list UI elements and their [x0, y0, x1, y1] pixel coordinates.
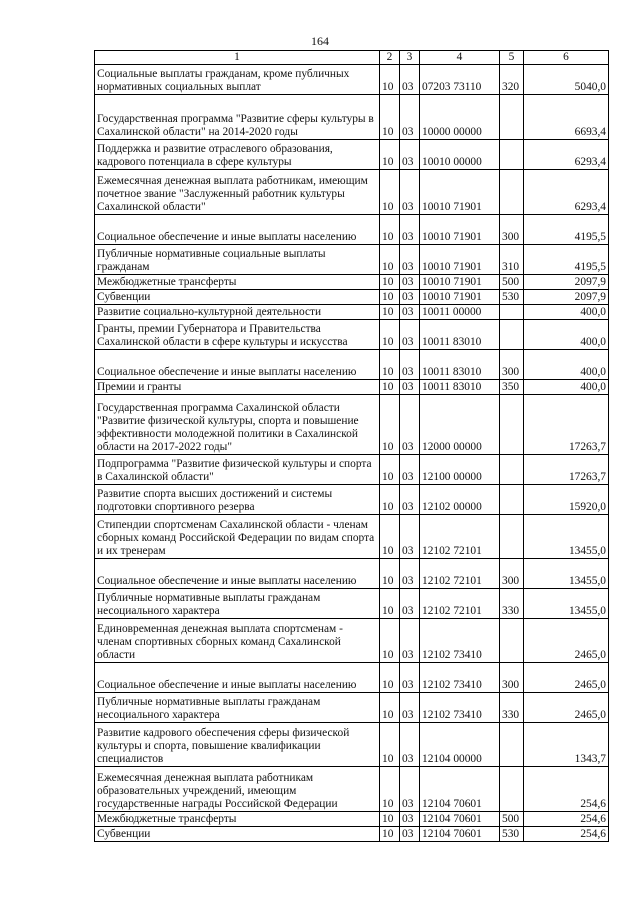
row-description: Публичные нормативные выплаты гражданам несоциального характера [95, 589, 380, 619]
amount-value: 6693,4 [524, 95, 609, 140]
table-row [95, 305, 609, 320]
section-code: 10 [380, 170, 400, 215]
target-article-code: 10010 71901 [420, 290, 500, 305]
table-row [95, 455, 609, 485]
table-row [95, 140, 609, 170]
section-code: 10 [380, 395, 400, 455]
row-description: Субвенции [95, 290, 380, 305]
amount-value: 2465,0 [524, 619, 609, 663]
target-article-code: 10011 83010 [420, 320, 500, 350]
amount-value: 400,0 [524, 320, 609, 350]
expense-type-code: 330 [500, 693, 524, 723]
target-article-code: 12104 00000 [420, 723, 500, 767]
section-code: 10 [380, 559, 400, 589]
section-code: 10 [380, 380, 400, 395]
section-code: 10 [380, 827, 400, 842]
row-description: Социальное обеспечение и иные выплаты населению [95, 559, 380, 589]
amount-value: 400,0 [524, 305, 609, 320]
table-row [95, 812, 609, 827]
amount-value: 2465,0 [524, 693, 609, 723]
amount-value: 400,0 [524, 380, 609, 395]
expense-type-code: 530 [500, 290, 524, 305]
subsection-code: 03 [400, 693, 420, 723]
table-row [95, 723, 609, 767]
subsection-code: 03 [400, 559, 420, 589]
table-row [95, 275, 609, 290]
target-article-code: 10010 71901 [420, 275, 500, 290]
table-row [95, 589, 609, 619]
subsection-code: 03 [400, 95, 420, 140]
expense-type-code: 500 [500, 275, 524, 290]
subsection-code: 03 [400, 723, 420, 767]
row-description: Субвенции [95, 827, 380, 842]
target-article-code: 12102 73410 [420, 693, 500, 723]
expense-type-code [500, 95, 524, 140]
subsection-code: 03 [400, 290, 420, 305]
subsection-code: 03 [400, 395, 420, 455]
subsection-code: 03 [400, 455, 420, 485]
column-header: 5 [500, 51, 524, 65]
subsection-code: 03 [400, 380, 420, 395]
amount-value: 5040,0 [524, 65, 609, 95]
section-code: 10 [380, 515, 400, 559]
expense-type-code: 530 [500, 827, 524, 842]
expense-type-code [500, 485, 524, 515]
amount-value: 4195,5 [524, 215, 609, 245]
expense-type-code [500, 395, 524, 455]
expense-type-code: 320 [500, 65, 524, 95]
page-number: 164 [311, 34, 329, 48]
expense-type-code [500, 140, 524, 170]
row-description: Ежемесячная денежная выплата работникам, имеющим почетное звание "Заслуженный работник культуры Сахалинской области" [95, 170, 380, 215]
section-code: 10 [380, 290, 400, 305]
target-article-code: 10011 83010 [420, 350, 500, 380]
column-header: 6 [524, 51, 609, 65]
amount-value: 2097,9 [524, 290, 609, 305]
amount-value: 6293,4 [524, 140, 609, 170]
expense-type-code [500, 320, 524, 350]
table-row [95, 619, 609, 663]
subsection-code: 03 [400, 663, 420, 693]
expense-type-code: 300 [500, 215, 524, 245]
section-code: 10 [380, 140, 400, 170]
section-code: 10 [380, 215, 400, 245]
subsection-code: 03 [400, 767, 420, 812]
target-article-code: 12102 00000 [420, 485, 500, 515]
table-row [95, 290, 609, 305]
target-article-code: 12000 00000 [420, 395, 500, 455]
row-description: Развитие кадрового обеспечения сферы физической культуры и спорта, повышение квалификации специалистов [95, 723, 380, 767]
table-row [95, 170, 609, 215]
row-description: Государственная программа Сахалинской области "Развитие физической культуры, спорта и повышение эффективности молодежной политики в Сахалинской области на 2017-2022 годы" [95, 395, 380, 455]
row-description: Премии и гранты [95, 380, 380, 395]
section-code: 10 [380, 320, 400, 350]
subsection-code: 03 [400, 485, 420, 515]
target-article-code: 12102 73410 [420, 619, 500, 663]
amount-value: 13455,0 [524, 515, 609, 559]
subsection-code: 03 [400, 619, 420, 663]
table-row [95, 693, 609, 723]
subsection-code: 03 [400, 305, 420, 320]
row-description: Стипендии спортсменам Сахалинской области - членам сборных команд Российской Федерации по видам спорта и их тренерам [95, 515, 380, 559]
section-code: 10 [380, 619, 400, 663]
amount-value: 254,6 [524, 767, 609, 812]
target-article-code: 10010 71901 [420, 215, 500, 245]
target-article-code: 12102 72101 [420, 515, 500, 559]
table-row [95, 559, 609, 589]
amount-value: 254,6 [524, 827, 609, 842]
subsection-code: 03 [400, 515, 420, 559]
expense-type-code [500, 170, 524, 215]
subsection-code: 03 [400, 827, 420, 842]
subsection-code: 03 [400, 215, 420, 245]
amount-value: 2097,9 [524, 275, 609, 290]
amount-value: 17263,7 [524, 455, 609, 485]
table-row [95, 95, 609, 140]
row-description: Социальное обеспечение и иные выплаты населению [95, 215, 380, 245]
row-description: Социальные выплаты гражданам, кроме публичных нормативных социальных выплат [95, 65, 380, 95]
expense-type-code [500, 305, 524, 320]
column-header: 1 [95, 51, 380, 65]
expense-type-code: 310 [500, 245, 524, 275]
target-article-code: 10010 71901 [420, 245, 500, 275]
row-description: Гранты, премии Губернатора и Правительства Сахалинской области в сфере культуры и искусства [95, 320, 380, 350]
expense-type-code: 300 [500, 350, 524, 380]
section-code: 10 [380, 95, 400, 140]
row-description: Единовременная денежная выплата спортсменам - членам спортивных сборных команд Сахалинской области [95, 619, 380, 663]
target-article-code: 12102 72101 [420, 559, 500, 589]
table-header-row [95, 51, 609, 65]
subsection-code: 03 [400, 350, 420, 380]
expense-type-code [500, 455, 524, 485]
section-code: 10 [380, 485, 400, 515]
amount-value: 13455,0 [524, 559, 609, 589]
amount-value: 17263,7 [524, 395, 609, 455]
table-row [95, 827, 609, 842]
row-description: Публичные нормативные выплаты гражданам несоциального характера [95, 693, 380, 723]
row-description: Межбюджетные трансферты [95, 275, 380, 290]
row-description: Подпрограмма "Развитие физической культуры и спорта в Сахалинской области" [95, 455, 380, 485]
amount-value: 400,0 [524, 350, 609, 380]
section-code: 10 [380, 245, 400, 275]
table-row [95, 485, 609, 515]
expense-type-code: 330 [500, 589, 524, 619]
section-code: 10 [380, 663, 400, 693]
table-row [95, 395, 609, 455]
target-article-code: 10011 00000 [420, 305, 500, 320]
subsection-code: 03 [400, 170, 420, 215]
expense-type-code: 300 [500, 663, 524, 693]
target-article-code: 12100 00000 [420, 455, 500, 485]
row-description: Развитие спорта высших достижений и системы подготовки спортивного резерва [95, 485, 380, 515]
section-code: 10 [380, 589, 400, 619]
column-header: 3 [400, 51, 420, 65]
row-description: Публичные нормативные социальные выплаты гражданам [95, 245, 380, 275]
section-code: 10 [380, 693, 400, 723]
amount-value: 1343,7 [524, 723, 609, 767]
subsection-code: 03 [400, 320, 420, 350]
expense-type-code [500, 515, 524, 559]
table-row [95, 350, 609, 380]
target-article-code: 07203 73110 [420, 65, 500, 95]
table-row [95, 515, 609, 559]
section-code: 10 [380, 350, 400, 380]
target-article-code: 12104 70601 [420, 827, 500, 842]
expense-type-code: 300 [500, 559, 524, 589]
row-description: Межбюджетные трансферты [95, 812, 380, 827]
amount-value: 4195,5 [524, 245, 609, 275]
amount-value: 254,6 [524, 812, 609, 827]
row-description: Социальное обеспечение и иные выплаты населению [95, 663, 380, 693]
row-description: Государственная программа "Развитие сферы культуры в Сахалинской области" на 2014-2020 годы [95, 95, 380, 140]
target-article-code: 10010 71901 [420, 170, 500, 215]
row-description: Поддержка и развитие отраслевого образования, кадрового потенциала в сфере культуры [95, 140, 380, 170]
subsection-code: 03 [400, 275, 420, 290]
column-header: 4 [420, 51, 500, 65]
expense-type-code [500, 767, 524, 812]
target-article-code: 10010 00000 [420, 140, 500, 170]
row-description: Социальное обеспечение и иные выплаты населению [95, 350, 380, 380]
target-article-code: 12102 72101 [420, 589, 500, 619]
row-description: Развитие социально-культурной деятельности [95, 305, 380, 320]
expense-type-code: 350 [500, 380, 524, 395]
target-article-code: 12104 70601 [420, 767, 500, 812]
section-code: 10 [380, 767, 400, 812]
section-code: 10 [380, 455, 400, 485]
section-code: 10 [380, 275, 400, 290]
target-article-code: 12104 70601 [420, 812, 500, 827]
target-article-code: 12102 73410 [420, 663, 500, 693]
column-header: 2 [380, 51, 400, 65]
expense-type-code: 500 [500, 812, 524, 827]
section-code: 10 [380, 812, 400, 827]
table-row [95, 245, 609, 275]
subsection-code: 03 [400, 589, 420, 619]
table-row [95, 320, 609, 350]
target-article-code: 10011 83010 [420, 380, 500, 395]
table-row [95, 215, 609, 245]
budget-table [94, 50, 609, 842]
subsection-code: 03 [400, 812, 420, 827]
section-code: 10 [380, 723, 400, 767]
subsection-code: 03 [400, 245, 420, 275]
expense-type-code [500, 723, 524, 767]
table-row [95, 380, 609, 395]
section-code: 10 [380, 305, 400, 320]
subsection-code: 03 [400, 65, 420, 95]
table-row [95, 65, 609, 95]
subsection-code: 03 [400, 140, 420, 170]
expense-type-code [500, 619, 524, 663]
target-article-code: 10000 00000 [420, 95, 500, 140]
section-code: 10 [380, 65, 400, 95]
amount-value: 15920,0 [524, 485, 609, 515]
amount-value: 2465,0 [524, 663, 609, 693]
amount-value: 6293,4 [524, 170, 609, 215]
row-description: Ежемесячная денежная выплата работникам образовательных учреждений, имеющим государственные награды Российской Федерации [95, 767, 380, 812]
table-row [95, 663, 609, 693]
amount-value: 13455,0 [524, 589, 609, 619]
table-row [95, 767, 609, 812]
